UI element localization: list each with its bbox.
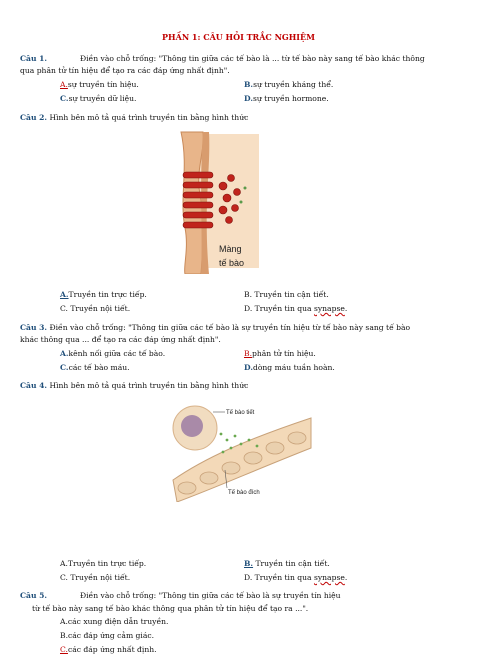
q1-text-line1: Điền vào chỗ trống: "Thông tin giữa các tế bào là ... từ tế bào này sang tế bào khác thông xyxy=(80,54,425,63)
q1-c-letter: C. xyxy=(60,94,69,103)
q3-text-line1: Điền vào chỗ trống: "Thông tin giữa các tế bào là sự truyền tín hiệu từ tế bào này sang tế bào xyxy=(49,323,411,332)
q3-option-b xyxy=(244,349,316,359)
q1-text-line2: qua phân tử tín hiệu để tạo ra các đáp ứng nhất định". xyxy=(20,66,230,75)
q3-option-c xyxy=(60,363,130,373)
q2-d-prefix: D. Truyền tin qua xyxy=(244,304,314,313)
q2-d-suffix: . xyxy=(344,304,348,313)
q4-option-c: C. Truyền nội tiết. xyxy=(60,573,131,582)
q3-a-letter: A. xyxy=(60,349,69,358)
q5-option-b: B.các đáp ứng cảm giác. xyxy=(60,631,155,640)
q3-a-text: kênh nối giữa các tế bào. xyxy=(68,349,166,358)
q2-option-c: C. Truyền nội tiết. xyxy=(60,304,131,313)
q2-option-d xyxy=(244,304,347,314)
q2-a-letter: A. xyxy=(60,290,69,299)
membrane-label-line1: Màng xyxy=(219,244,242,254)
q5-text-line1: Điền vào chỗ trống: "Thông tin giữa các tế bào là sự truyền tín hiệu xyxy=(80,591,341,600)
q1-c-text: sự truyền dữ liệu. xyxy=(68,94,137,103)
q2-number: Câu 2. xyxy=(20,113,48,122)
q3-d-text: dòng máu tuần hoàn. xyxy=(252,363,335,372)
q4-d-synapse: synapse xyxy=(313,573,345,582)
q4-text: Hình bên mô tả quá trình truyền tin bằng hình thức xyxy=(49,381,249,390)
q1-option-a xyxy=(60,80,139,90)
q4-number: Câu 4. xyxy=(20,381,48,390)
q4-option-a: A.Truyền tin trực tiếp. xyxy=(60,559,147,568)
q3-b-text: phân tử tín hiệu. xyxy=(252,349,316,358)
q3-b-letter: B. xyxy=(244,349,252,358)
q1-option-d xyxy=(244,94,329,104)
q2-d-synapse: synapse xyxy=(313,304,345,313)
q3-option-a xyxy=(60,349,165,359)
q4-b-letter: B. xyxy=(244,559,254,568)
q1-d-text: sự truyền hormone. xyxy=(252,94,329,103)
q5-c-text: các đáp ứng nhất định. xyxy=(67,645,157,654)
q5-text-line2: từ tế bào này sang tế bào khác thông qua phân tử tín hiệu để tạo ra ...". xyxy=(32,604,309,613)
membrane-label-line2: tế bào xyxy=(219,258,245,268)
q4-b-text: Truyền tin cận tiết. xyxy=(253,559,330,568)
q2-text: Hình bên mô tả quá trình truyền tin bằng hình thức xyxy=(49,113,249,122)
q1-a-letter: A. xyxy=(60,80,68,89)
q3-option-d xyxy=(244,363,335,373)
q5-number: Câu 5. xyxy=(20,591,48,600)
paracrine-figure xyxy=(165,400,313,502)
q1-option-c xyxy=(60,94,136,104)
q4-d-suffix: . xyxy=(344,573,348,582)
q3-c-text: các tế bào máu. xyxy=(68,363,130,372)
secreting-cell-label: Tế bào tiết xyxy=(226,410,255,416)
q1-option-b xyxy=(244,80,333,90)
membrane-figure xyxy=(175,128,261,274)
q3-d-letter: D. xyxy=(244,363,253,372)
q1-number: Câu 1. xyxy=(20,54,48,63)
target-cell-label: Tế bào đích xyxy=(228,490,260,496)
q4-d-prefix: D. Truyền tin qua xyxy=(244,573,314,582)
q2-a-text: Truyền tin trực tiếp. xyxy=(68,290,147,299)
q1-a-text: sự truyền tín hiệu. xyxy=(67,80,139,89)
q3-c-letter: C. xyxy=(60,363,69,372)
q5-c-letter: C. xyxy=(60,645,68,654)
q3-text-line2: khác thông qua ... để tạo ra các đáp ứng nhất định". xyxy=(20,335,221,344)
q3-line1 xyxy=(20,323,410,333)
q4-line xyxy=(20,381,248,391)
q1-d-letter: D. xyxy=(244,94,253,103)
q3-number: Câu 3. xyxy=(20,323,48,332)
q1-b-text: sự truyền kháng thể. xyxy=(253,80,334,89)
q5-option-c xyxy=(60,645,157,655)
q2-option-a xyxy=(60,290,147,300)
q4-option-d xyxy=(244,573,347,583)
q4-option-b xyxy=(244,559,330,569)
q2-option-b: B. Truyền tin cận tiết. xyxy=(244,290,329,299)
q1-b-letter: B. xyxy=(244,80,254,89)
q5-option-a: A.các xung điện dẫn truyền. xyxy=(60,617,169,626)
section-title: PHẦN 1: CÂU HỎI TRẮC NGHIỆM xyxy=(162,32,315,42)
q2-line xyxy=(20,113,248,123)
